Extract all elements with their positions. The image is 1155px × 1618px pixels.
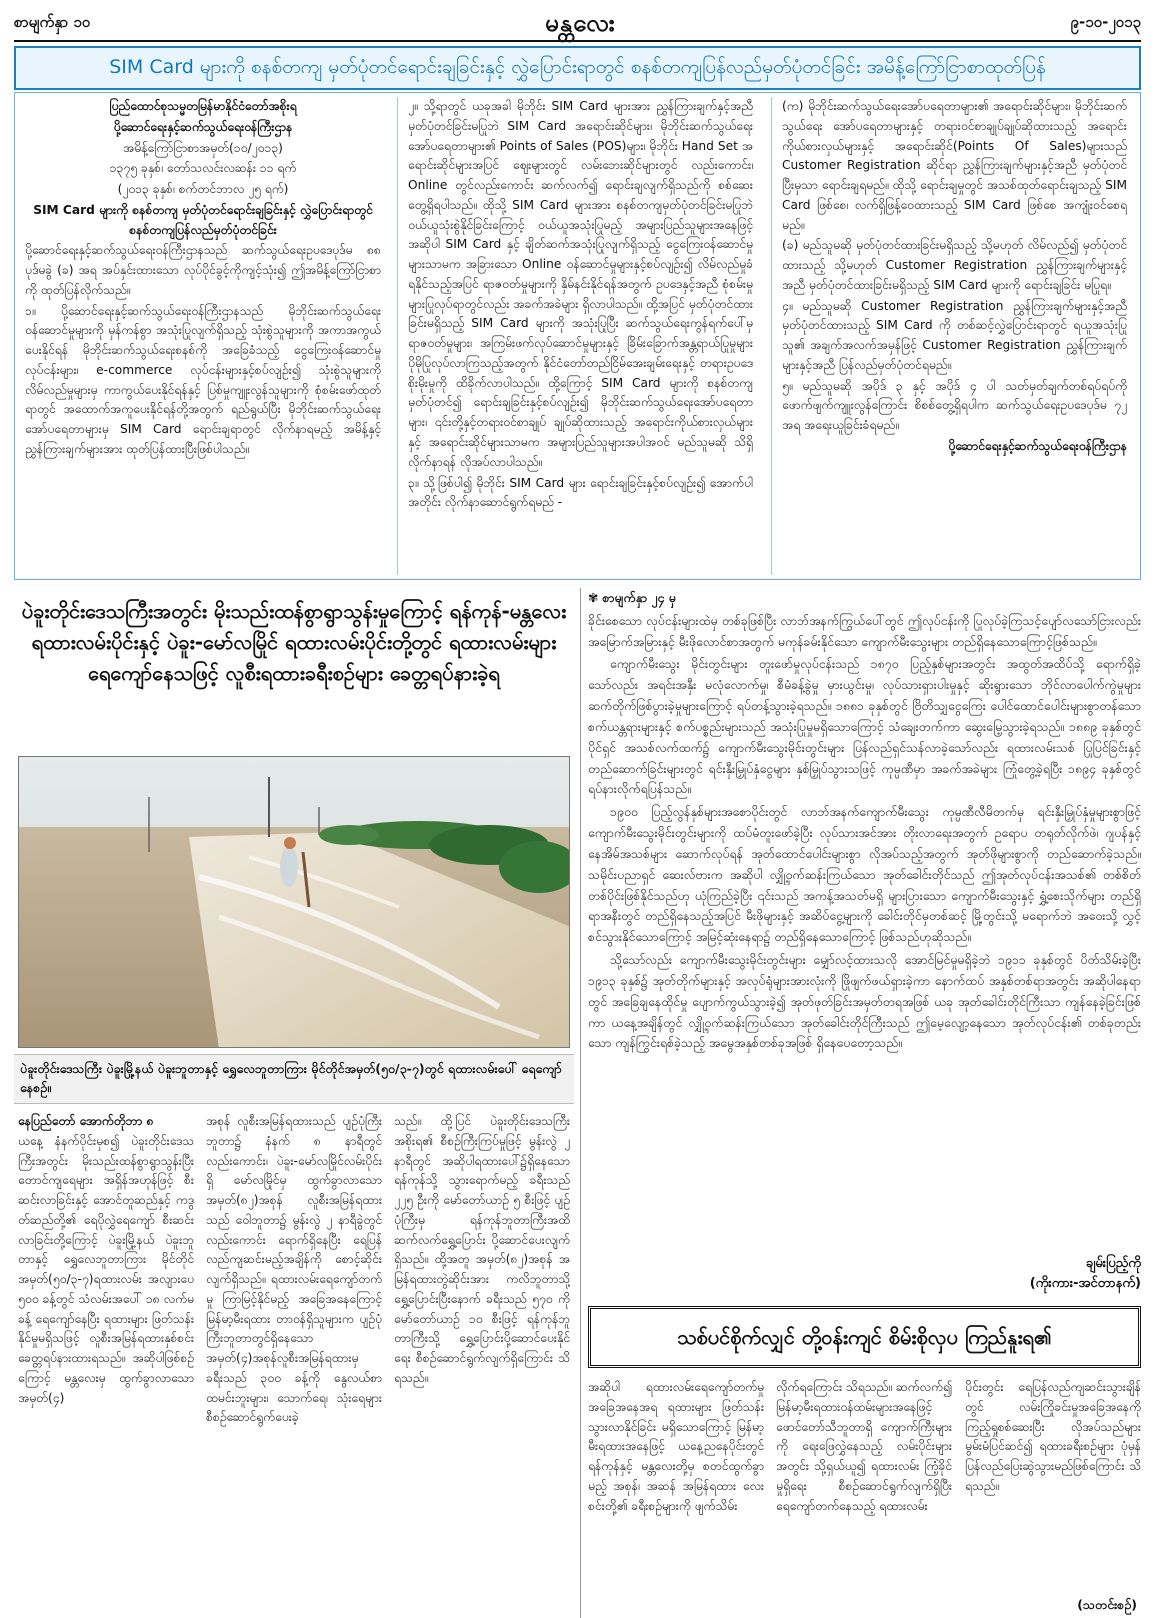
feature-para-1: ခိုင်းစေသော လုပ်ငန်းများထဲမှ တစ်ခုဖြစ်ပြီး လာဘ်အနက်ကြွယ်ပေါ်တွင် ဤလုပ်ငန်းကို ပြုလုပ်ခဲ့ကြသင့်ပျော်လသော်ငြားလည်း အမြောက်အမြားနှင့် မီးဖိုလောင်စာအတွက် မကုန်ခမ်းနိုင်သော ကျောက်မီးသွေးများ တည်ရှိနေသောကြောင့်ဖြစ်သည်။ [588,612,1141,649]
notice-ministry: ပို့ဆောင်ရေးနှင့်ဆက်သွယ်ရေးဝန်ကြီးဌာန [113,119,293,134]
notice-para-2: ၂။ သို့ရာတွင် ယခုအခါ မိုဘိုင်း SIM Card များအား ညွှန်ကြားချက်နှင့်အညီ မှတ်ပုံတင်ခြင်းမပြုဘဲ SIM Card အရောင်းဆိုင်များ၊ မိုဘိုင်းဆက်သွယ်ရေးအော်ပရေတာများ၏ Points of Sales (POS)များ၊ မိုဘိုင်း Hand Set အရောင်းဆိုင်များအပြင် ဈေးများတွင် လမ်းဘေးဆိုင်များတွင် လည်းကောင်း၊ Online တွင်လည်းကောင်း ဆက်လက်၍ ရောင်းချလျက်ရှိသည်ကို စစ်ဆေးတွေ့ရှိရပါသည်။ ထိုသို့ SIM Card များအား စနစ်တကျမှတ်ပုံတင်ခြင်းမပြုဘဲ ဝယ်ယူသုံးစွဲနိုင်ခြင်းကြောင့် ဝယ်ယူအသုံးပြုမည့် အများပြည်သူများအနေဖြင့် အဆိုပါ SIM Card နှင့် ချိတ်ဆက်အသုံးပြုလျက်ရှိသည့် ငွေကြေးဝန်ဆောင်မှုများသာမက အခြားသော Online ဝန်ဆောင်မှုများနှင့်စပ်လျဉ်း၍ လိမ်လည်မှုခံရနိုင်သည့်အပြင် ရာဇဝတ်မှုများကို နှိမ်နင်းနိုင်ရန်အတွက် ဥပဒေနှင့်အညီ စုံစမ်းမှုများပြုလုပ်ရာတွင်လည်း အခက်အခဲများ ရှိလာပါသည်။ ထို့အပြင် မှတ်ပုံတင်ထားခြင်းမရှိသည့် SIM Card များကို အသုံးပြုပြီး ဆက်သွယ်ရေးကွန်ရက်ပေါ်မှ ရာဇဝတ်မှုများ၊ အကြမ်းဖက်လုပ်ဆောင်မှုများနှင့် ခြိမ်းခြောက်အန္တရာယ်ပြုမှုများ ပိုမိုပြုလုပ်လာကြသည့်အတွက် နိုင်ငံတော်တည်ငြိမ်အေးချမ်းရေးနှင့် တရားဥပဒေစိုးမိုးမှုကို ထိခိုက်လာပါသည်။ ထို့ကြောင့် SIM Card များကို စနစ်တကျမှတ်ပုံတင်၍ ရောင်းချခြင်းနှင့်စပ်လျဉ်း၍ မိုဘိုင်းဆက်သွယ်ရေးအော်ပရေတာများ၊ ၎င်းတို့နှင့်တရားဝင်စာချုပ် ချုပ်ဆိုထားသည့် အရောင်းကိုယ်စားလှယ်များနှင့် အရောင်းဆိုင်များသာမက အများပြည်သူများအပါအဝင် မည်သူမဆို သိရှိလိုက်နာရန် လိုအပ်လာပါသည်။ [408,99,753,469]
flood-text-2: အစုန် လူစီးအမြန်ရထားသည် ပျဉ်ပုံကြီးဘူတာ၌ နံနက် ၈ နာရီတွင်လည်းကောင်း၊ ပဲခူး-မော်လမြိုင်လမ်းပိုင်းရှိ မော်လမြိုင်မှ ထွက်ခွာလာသော အမှတ်(၈၂)အစုန် လူစီးအမြန်ရထားသည် ဝေါဘူတာ၌ မွန်းလွဲ ၂ နာရီခွဲတွင်လည်းကောင်း ရောက်ရှိနေပြီး ရေပြန်လည်ကျဆင်းမည့်အချိန်ကို စောင့်ဆိုင်းလျက်ရှိသည်။ ရထားလမ်းရေကျော်တက်မှု ကြာမြင့်နိုင်မည့် အခြေအနေကြောင့် မြန်မာ့မီးရထား တာဝန်ရှိသူများက ပျဉ်ပုံကြီးဘူတာတွင်ရှိနေသော အမှတ်(၄)အစုန်လူစီးအမြန်ရထားမှ ခရီးသည် ၃၀၀ ခန့်ကို နွေလယ်စာထမင်းဘူးများ၊ သောက်ရေ၊ သုံးရေများ စီစဉ်ဆောင်ရွက်ပေးခဲ့ [206,1114,382,1425]
notice-para-5: ၅။ မည်သူမဆို အပိုဒ် ၃ နှင့် အပိုဒ် ၄ ပါ သတ်မှတ်ချက်တစ်ရပ်ရပ်ကို ဖောက်ဖျက်ကျူးလွန်ကြောင်း စိစစ်တွေ့ရှိရပါက ဆက်သွယ်ရေးဥပဒေပုဒ်မ ၇၂ အရ အရေးယူခြင်းခံရမည်။ [782,378,1127,433]
masthead-logo: မန္တလေး [545,8,616,38]
flood-byline: နေပြည်တော် အောက်တိုဘာ ၈ [18,1114,154,1128]
flood-photo [18,756,570,1048]
notice-para-3: ၃။ သို့ဖြစ်ပါ၍ မိုဘိုင်း SIM Card များ ရောင်းချခြင်းနှင့်စပ်လျဉ်း၍ အောက်ပါအတိုင်း လိုက်နာဆောင်ရွက်ရမည် - [408,475,753,510]
continuation-column-1: အဆိုပါ ရထားလမ်းရေကျော်တက်မှုအခြေအနေအရ ရထားများ ဖြတ်သန်းသွားလာနိုင်ခြင်း မရှိသောကြောင့် မြန်မာ့မီးရထားအနေဖြင့် ယနေ့ညနေပိုင်းတွင် ရန်ကုန်နှင့် မန္တလေးတို့မှ စတင်ထွက်ခွာမည့် အစုန်၊ အဆန် အမြန်ရထား လေးစင်းတို့၏ ခရီးစဉ်များကို ဖျက်သိမ်း [588,1380,764,1513]
flood-headline: ပဲခူးတိုင်းဒေသကြီးအတွင်း မိုးသည်းထန်စွာရွာသွန်းမှုကြောင့် ရန်ကုန်-မန္တလေး ရထားလမ်းပိုင်းနှင့် ပဲခူး-မော်လမြိုင် ရထားလမ်းပိုင်းတို့တွင် ရထားလမ်းများ ရေကျော်နေသဖြင့် လူစီးရထားခရီးစဉ်များ ခေတ္တရပ်နားခဲ့ရ [21,599,567,685]
notice-date-gregorian: (၂၀၁၃ ခုနှစ်၊ စက်တင်ဘာလ ၂၅ ရက်) [117,182,289,197]
flood-text-3: သည်။ ထို့ပြင် ပဲခူးတိုင်းဒေသကြီးအစိုးရ၏ စီစဉ်ကြီးကြပ်မှုဖြင့် မွန်းလွဲ ၂ နာရီတွင် အဆိုပါရထားပေါ်၌ရှိနေသော ရန်ကုန်သို့ သွားရောက်မည့် ခရီးသည် ၂၂၅ ဦးကို မော်တော်ယာဉ် ၅ စီးဖြင့် ပျဉ်ပုံကြီးမှ ရန်ကုန်ဘူတာကြီးအထိ ဆက်လက်ရွှေ့ပြောင်း ပို့ဆောင်ပေးလျက်ရှိသည်။ ထို့အတူ အမှတ်(၈၂)အစုန် အမြန်ရထားတွဲဆိုင်းအား ကလိဘူတာသို့ ရွှေ့ပြောင်းပြီးနောက် ခရီးသည် ၅၇၀ ကို မော်တော်ယာဉ် ၁၀ စီးဖြင့် ရန်ကုန်ဘူတာကြီးသို့ ရွှေ့ပြောင်းပို့ဆောင်ပေးနိုင်ရေး စီစဉ်ဆောင်ရွက်လျက်ရှိကြောင်း သိရသည်။ [394,1114,570,1385]
flood-photo-caption: ပဲခူးတိုင်းဒေသကြီး ပဲခူးမြို့နယ် ပဲခူးဘူတာနှင့် ရွှေလေဘူတာကြား မိုင်တိုင်အမှတ်(၅၀/၃-၇)တွင် ရထားလမ်းပေါ် ရေကျော်နေစဉ်။ [14,1054,574,1104]
flood-column-1 [18,1112,194,1612]
notice-para-3b: (ခ) မည်သူမဆို မှတ်ပုံတင်ထားခြင်းမရှိသည့် သို့မဟုတ် လိမ်လည်၍ မှတ်ပုံတင်ထားသည့် သို့မဟုတ် Customer Registration ညွှန်ကြားချက်များနှင့်အညီ မှတ်ပုံတင်ထားခြင်းမရှိသည့် SIM Card များကို ရောင်းချခြင်း မပြုရ။ [782,238,1127,292]
column-divider [580,588,581,1618]
notice-column-3 [771,97,1127,575]
feature-para-2: ကျောက်မီးသွေး မိုင်းတွင်းများ တူးဖော်မှုလုပ်ငန်းသည် ၁၈၇၀ ပြည့်နှစ်များအတွင်း အထွတ်အထိပ်သို့ ရောက်ရှိခဲ့သော်လည်း အရင်းအနှီး မလုံလောက်မှု၊ စီမံခန့်ခွဲမှု မှားယွင်းမှု၊ လုပ်သားရှားပါးမှုနှင့် ဆိုးရွားသော ဘိုင်လာပေါက်ကွဲမှုများ ဆက်တိုက်ဖြစ်ပွားခဲ့မှုများကြောင့် ရပ်တန့်သွားခဲ့ရသည်။ ၁၈၈၁ ခုနှစ်တွင် ဗြိတိသျှငွေကြေး ပေါင်ထောင်ပေါင်းများစွာတန်သော စက်ယန္တရားများနှင့် စက်ပစ္စည်းများသည် အသုံးပြုမှုမရှိသောကြောင့် သံချေးတက်ကာ ဆွေးမြေ့သွားခဲ့ရသည်။ ၁၈၈၉ ခုနှစ်တွင် ပိုင်ရှင် အသစ်လက်ထက်၌ ကျောက်မီးသွေးမိုင်းတွင်းများ ပြန်လည်ရှင်သန်လာခဲ့သော်လည်း ရထားလမ်းသစ် ပြုပြင်ခြင်းနှင့် တည်ဆောက်ခြင်းများတွင် ရင်းနှီးမြှုပ်နှံငွေများ နှစ်မြှုပ်သွားသဖြင့် ကုမ္ပဏီမှာ အခက်အခဲများ ကြုံတွေ့ခဲ့ရပြီး ၁၈၉၄ ခုနှစ်တွင် ရပ်နားလိုက်ရပြန်သည်။ [588,656,1141,797]
flood-column-3 [394,1112,570,1612]
continuation-column-3 [965,1378,1141,1614]
flood-article [14,588,574,1618]
continued-from: ✾ စာမျက်နှာ ၂၄ မှ [588,588,1141,609]
flood-column-2 [206,1112,382,1612]
notice-number: အမိန့်ကြော်ငြာစာအမှတ်(၁၀/၂၀၁၃) [123,140,283,155]
official-notice-box [14,92,1141,580]
notice-government: ပြည်ထောင်စုသမ္မတမြန်မာနိုင်ငံတော်အစိုးရ [109,99,297,113]
notice-signature: ပို့ဆောင်ရေးနှင့်ဆက်သွယ်ရေးဝန်ကြီးဌာန [948,439,1127,454]
notice-column-2 [397,97,753,575]
flood-text-1: ယနေ့ နံနက်ပိုင်းမှစ၍ ပဲခူးတိုင်းဒေသကြီးအတွင်း မိုးသည်းထန်စွာရွာသွန်းပြီး တောင်ကျရေများ အရှိန်အဟုန်ဖြင့် စီးဆင်းလာခြင်းနှင့် အောင်တူဆည်နှင့် ကဒွတ်ဆည်တို့၏ ရေပိုလွှဲရေကျော် စီးဆင်းလာခြင်းတို့ကြောင့် ပဲခူးမြို့နယ် ပဲခူးဘူတာနှင့် ရွှေလေဘူတာကြား မိုင်တိုင်အမှတ်(၅၀/၃-၇)ရထားလမ်း အလျားပေ ၅၀၀ ခန့်တွင် သံလမ်းအပေါ် ၁၈ လက်မခန့် ရေကျော်နေပြီး ရထားများ ဖြတ်သန်းနိုင်မှုမရှိသဖြင့် လူစီးအမြန်ရထားနှစ်စင်း ခေတ္တရပ်နားထားရသည်။ အဆိုပါဖြစ်စဉ်ကြောင့် မန္တလေးမှ ထွက်ခွာလာသော အမှတ်(၄) [18,1133,194,1405]
notice-date-myanmar: ၁၃၇၅ ခုနှစ်၊ တော်သလင်းလဆန်း ၁၁ ရက် [109,161,297,176]
page-number: စာမျက်နှာ ၁၀ [14,13,91,32]
page-header [14,6,1141,42]
feature-author: ချမ်းပြည့်ကို [1086,1256,1141,1271]
flower-icon: ✾ [588,590,599,605]
notice-para-4: ၄။ မည်သူမဆို Customer Registration ညွှန်ကြားချက်များနှင့်အညီ မှတ်ပုံတင်ထားသည့် SIM Card ကို တစ်ဆင့်လွှဲပြောင်းရာတွင် ရယူအသုံးပြုသူ၏ အချက်အလက်အမှန်ဖြင့် Customer Registration ညွှန်ကြားချက်များနှင့်အညီ ပြန်လည်မှတ်ပုံတင်ရမည်။ [782,298,1127,372]
tree-planting-slogan: သစ်ပင်စိုက်လျှင် တို့ဝန်းကျင် စိမ်းစိုလှပ ကြည်နူးရ၏ [588,1306,1141,1368]
feature-source: (ကိုးကား-အင်တာနက်) [1029,1275,1141,1291]
feature-para-3: ၁၉၀၀ ပြည့်လွန်နှစ်များအစောပိုင်းတွင် လာဘ်အနက်ကျောက်မီးသွေး ကုမ္ပဏီလီမိတက်မှ ရင်းနှီးမြှုပ်နှံမှုများစွာဖြင့် ကျောက်မီးသွေးမိုင်းတွင်းများကို ထပ်မံတူးဖော်ခဲ့ပြီး လုပ်သားအင်အား တိုးလာရေးအတွက် ဥရောပ တရုတ်လိုက်ဖဲ၊ ဂျပန်နှင့် နေအိမ်အသစ်များ ဆောက်လုပ်ရန် အုတ်ထောင်ပေါင်းများစွာ လိုအပ်သည့်အတွက် အုတ်ဖိုများစွာကို တည်ဆောက်ခဲ့သည်။ သမိုင်းပညာရှင် ဆေးလ်ဗားက အဆိုပါ လျှို့ဝှက်ဆန်းကြယ်သော အုတ်ခေါင်းတိုင်သည် ဤအုတ်လုပ်ငန်းအသစ်၏ တစ်စိတ်တစ်ပိုင်းဖြစ်နိုင်သည်ဟု ယုံကြည်ခဲ့ပြီး ၎င်းသည် အကန့်အသတ်မရှိ များပြားသော ကျောက်မီးသွေးနှင့် ရွှံ့စေးသိုက်များ တည်ရှိရာအနီးတွင် တည်ရှိနေသည့်အပြင် မီးဖိုများနှင့် အဆိပ်ငွေ့များကို ခေါင်းတိုင်မှတစ်ဆင့် မြို့တွင်းသို့ မရောက်ဘဲ အဝေးသို့ လွှင့်စင်သွားနိုင်သောကြောင့် အမြင့်ဆုံးနေရာ၌ တည်ရှိနေသောကြောင့် ဖြစ်သည်ဟုဆိုသည်။ [588,804,1141,945]
notice-column-1 [25,97,381,575]
notice-subtitle: SIM Card များကို စနစ်တကျ မှတ်ပုံတင်ရောင်းချခြင်းနှင့် လွှဲပြောင်းရာတွင် စနစ်တကျပြန်လည်မှတ်ပုံတင်ခြင်း [33,202,373,237]
feature-para-4: သို့သော်လည်း ကျောက်မီးသွေးမိုင်းတွင်းများ မျှော်လင့်ထားသလို အောင်မြင်မှုမရှိခဲ့ဘဲ ၁၉၁၁ ခုနှစ်တွင် ပိတ်သိမ်းခဲ့ပြီး ၁၉၁၃ ခုနှစ်၌ အုတ်တိုက်များနှင့် အလုပ်ရုံများအားလုံးကို ဖြိုဖျက်ဖယ်ရှားခဲ့ကာ နောက်ထပ် အနှစ်တစ်ရာအတွင်း အဆိုပါနေရာတွင် အခြေချနေထိုင်မှု ပျောက်ကွယ်သွားခဲ့၍ အုတ်ဖုတ်ခြင်းအမှတ်တရအဖြစ် ယခု အုတ်ခေါင်းတိုင်ကြီးသာ ကျန်နေခဲ့ခြင်းဖြစ်ကာ ယနေ့အချိန်တွင် လျှို့ဝှက်ဆန်းကြယ်သော အုတ်ခေါင်းတိုင်ကြီးသည် ဤမေ့လျော့နေသော အုတ်လုပ်ငန်း၏ တစ်ခုတည်းသော ကျန်ကြွင်းရစ်ခဲ့သည့် အမွေအနှစ်တစ်ခုအဖြစ် ရှိနေပေတော့သည်။ [588,952,1141,1051]
continuation-column-2: လိုက်ရကြောင်း သိရသည်။ ဆက်လက်၍ မြန်မာ့မီးရထားဝန်ထမ်းများအနေဖြင့် ဖောင်တော်သီဘူတာရှိ ကျောက်ကြီးများကို ရေးဖြေလွှဲနေသည့် လမ်းပိုင်းများအတွင်း သို့ရှယ်ယူ၍ ရထားလမ်း ကြံ့ခိုင်မှုရှိရေး စီစဉ်ဆောင်ရွက်လျက်ရှိပြီး ရေကျော်တက်နေသည့် ရထားလမ်း [776,1380,952,1513]
feature-article [588,588,1141,1248]
notice-para-3a: (က) မိုဘိုင်းဆက်သွယ်ရေးအော်ပရေတာများ၏ အရောင်းဆိုင်များ၊ မိုဘိုင်းဆက်သွယ်ရေး အော်ပရေတာများနှင့် တရားဝင်စာချုပ်ချုပ်ဆိုထားသည့် အရောင်းကိုယ်စားလှယ်များနှင့် အရောင်းဆိုင်(Points Of Sales)များသည် Customer Registration ဆိုင်ရာ ညွှန်ကြားချက်များနှင့်အညီ မှတ်ပုံတင်ပြီးမှသာ ရောင်းချရမည်။ ထိုသို့ ရောင်းချမှုတွင် အသစ်ထုတ်ရောင်းချသည့် SIM Card ဖြစ်စေ၊ လက်ရှိဖြန့်ဝေထားသည့် SIM Card ဖြစ်စေ အကျုံးဝင်စေရမည်။ [782,99,1127,232]
news-agency-signature: (သတင်းစဉ်) [1077,1596,1137,1612]
flood-continuation-columns [588,1378,1141,1614]
flood-body-columns [14,1112,574,1612]
notice-intro: ပို့ဆောင်ရေးနှင့်ဆက်သွယ်ရေးဝန်ကြီးဌာနသည် ဆက်သွယ်ရေးဥပဒေပုဒ်မ ၈၈ ပုဒ်မခွဲ (ခ) အရ အပ်နှင်းထားသော လုပ်ပိုင်ခွင့်ကိုကျင့်သုံး၍ ဤအမိန့်ကြော်ငြာစာကို ထုတ်ပြန်လိုက်သည်။ [25,243,381,297]
notice-banner-title: SIM Card များကို စနစ်တကျ မှတ်ပုံတင်ရောင်းချခြင်းနှင့် လွှဲပြောင်းရာတွင် စနစ်တကျပြန်လည်မှတ်ပုံတင်ခြင်း အမိန့်ကြော်ငြာစာထုတ်ပြန် [14,46,1141,90]
notice-para-1: ၁။ ပို့ဆောင်ရေးနှင့်ဆက်သွယ်ရေးဝန်ကြီးဌာနသည် မိုဘိုင်းဆက်သွယ်ရေးဝန်ဆောင်မှုများကို မှန်ကန်စွာ အသုံးပြုလျက်ရှိသည့် သုံးစွဲသူများကို အကာအကွယ်ပေးနိုင်ရန် မိုဘိုင်းဆက်သွယ်ရေးစနစ်ကို အခြေခံသည့် ငွေကြေးဝန်ဆောင်မှုလုပ်ငန်းများ၊ e-commerce လုပ်ငန်းများနှင့်စပ်လျဉ်း၍ သုံးစွဲသူများကို လိမ်လည်မှုများမှ ကာကွယ်ပေးနိုင်ရန်နှင့် ပြစ်မှုကျူးလွန်သူများကို စုံစမ်းဖော်ထုတ်ရာတွင် အထောက်အကူပေးနိုင်ရန်တို့အတွက် ရည်ရွယ်ပြီး မိုဘိုင်းဆက်သွယ်ရေးအော်ပရေတာများမှ SIM Card ရောင်းချရာတွင် လိုက်နာရမည့် အမိန့်နှင့် ညွှန်ကြားချက်များအား ထုတ်ပြန်ထားပြီးဖြစ်ပါသည်။ [25,303,381,457]
flood-photo-illustration [19,757,570,1048]
feature-author-block [588,1254,1141,1294]
continuation-text-3: ပိုင်းတွင်း ရေပြန်လည်ကျဆင်းသွားချိန်တွင် လမ်းကြိုခင်းမှုအခြေအနေကို ကြည့်ရှုစစ်ဆေးပြီး လိုအပ်သည်များ မွမ်းမံပြင်ဆင်၍ ရထားခရီးစဉ်များ ပုံမှန်ပြန်လည်ပြေးဆွဲသွားမည်ဖြစ်ကြောင်း သိရသည်။ [965,1380,1141,1493]
page-date: ၉-၁၀-၂၀၁၃ [1070,13,1141,32]
